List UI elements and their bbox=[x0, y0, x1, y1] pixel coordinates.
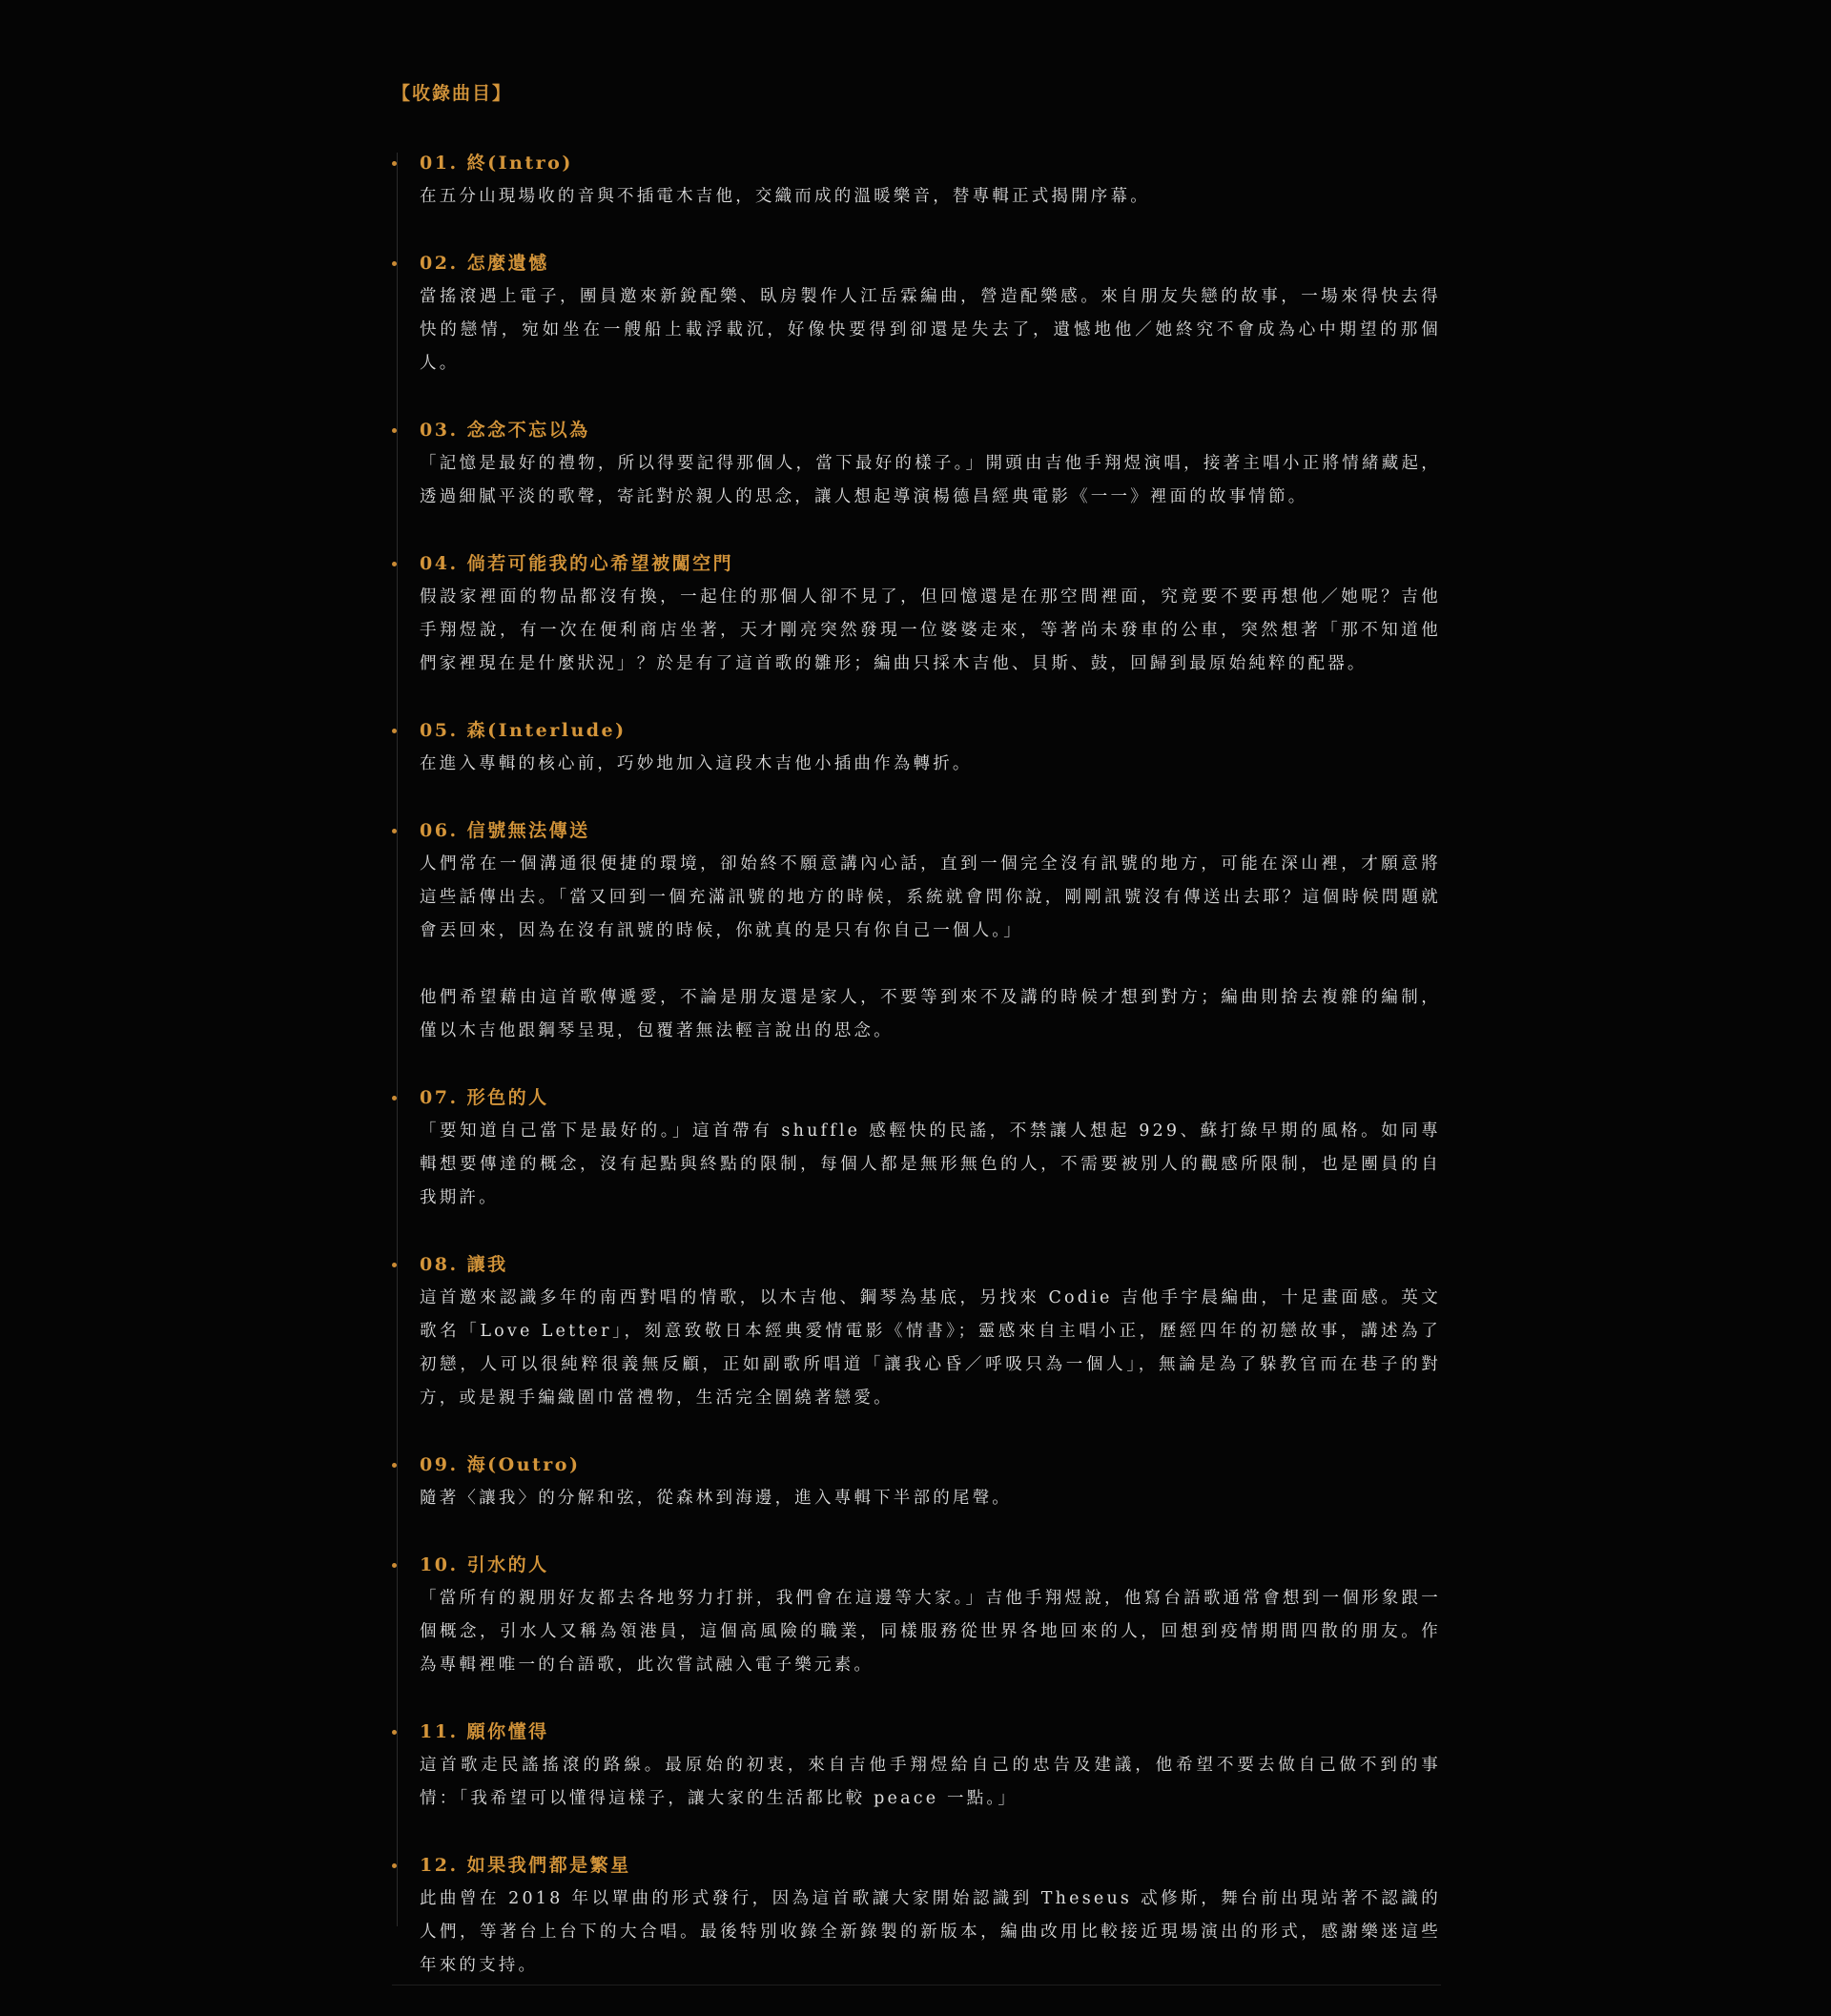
track-item bbox=[420, 1849, 1441, 1983]
track-title: 02. 怎麼遺憾 bbox=[420, 253, 549, 274]
track-title: 03. 念念不忘以為 bbox=[420, 420, 590, 441]
track-title: 08. 讓我 bbox=[420, 1254, 508, 1275]
bullet-dot-icon bbox=[392, 161, 397, 166]
bullet-dot-icon bbox=[392, 1730, 397, 1735]
track-description: 隨著〈讓我〉的分解和弦，從森林到海邊，進入專輯下半部的尾聲。 bbox=[420, 1489, 1012, 1508]
track-description: 這首邀來認識多年的南西對唱的情歌，以木吉他、鋼琴為基底，另找來 Codie 吉他手宇晨編曲，十足畫面感。英文歌名「Love Letter」，刻意致敬日本經典愛情電影《情書》；靈感來自主唱小正，歷經四年的初戀故事，講述為了初戀，人可以很純粹很義無反顧，正如副歌所唱道「讓我心昏／呼吸只為一個人」，無論是為了躲教官而在巷子的對方，或是親手編織圍巾當禮物，生活完全圍繞著戀愛。 bbox=[420, 1288, 1441, 1408]
bullet-dot-icon bbox=[392, 729, 397, 733]
track-item bbox=[420, 1549, 1441, 1682]
track-title: 05. 森(Interlude) bbox=[420, 720, 627, 741]
track-description: 在進入專輯的核心前，巧妙地加入這段木吉他小插曲作為轉折。 bbox=[420, 754, 973, 773]
track-item bbox=[420, 547, 1441, 681]
bullet-dot-icon bbox=[392, 1263, 397, 1267]
track-description: 人們常在一個溝通很便捷的環境，卻始終不願意講內心話，直到一個完全沒有訊號的地方，可能在深山裡，才願意將這些話傳出去。「當又回到一個充滿訊號的地方的時候，系統就會問你說，剛剛訊號沒有傳送出去耶？這個時候問題就會丟回來，因為在沒有訊號的時候，你就真的是只有你自己一個人。」 bbox=[420, 854, 1441, 940]
track-item bbox=[420, 1248, 1441, 1415]
track-title: 09. 海(Outro) bbox=[420, 1454, 581, 1475]
track-item bbox=[420, 714, 1441, 781]
track-item bbox=[420, 247, 1441, 381]
bullet-dot-icon bbox=[392, 829, 397, 833]
track-item bbox=[420, 147, 1441, 214]
track-list-section bbox=[392, 80, 1441, 2016]
track-description: 假設家裡面的物品都沒有換，一起住的那個人卻不見了，但回憶還是在那空間裡面，究竟要不要再想他／她呢？吉他手翔煜說，有一次在便利商店坐著，天才剛亮突然發現一位婆婆走來，等著尚未發車的公車，突然想著「那不知道他們家裡現在是什麼狀況」？於是有了這首歌的雛形；編曲只採木吉他、貝斯、鼓，回歸到最原始純粹的配器。 bbox=[420, 587, 1441, 673]
track-title: 01. 終(Intro) bbox=[420, 153, 573, 174]
bullet-dot-icon bbox=[392, 261, 397, 266]
bullet-dot-icon bbox=[392, 1863, 397, 1868]
bullet-dot-icon bbox=[392, 1096, 397, 1101]
track-title: 06. 信號無法傳送 bbox=[420, 820, 590, 841]
track-title: 12. 如果我們都是繁星 bbox=[420, 1855, 631, 1876]
track-item bbox=[420, 1081, 1441, 1215]
section-title: 【收錄曲目】 bbox=[392, 83, 513, 104]
track-description: 在五分山現場收的音與不插電木吉他，交織而成的溫暖樂音，替專輯正式揭開序幕。 bbox=[420, 187, 1150, 206]
track-description: 「記憶是最好的禮物，所以得要記得那個人，當下最好的樣子。」開頭由吉他手翔煜演唱，接著主唱小正將情緒藏起，透過細膩平淡的歌聲，寄託對於親人的思念，讓人想起導演楊德昌經典電影《一一》裡面的故事情節。 bbox=[420, 454, 1441, 506]
track-item bbox=[420, 814, 1441, 1048]
track-title: 07. 形色的人 bbox=[420, 1087, 549, 1108]
bullet-dot-icon bbox=[392, 1563, 397, 1568]
track-description: 他們希望藉由這首歌傳遞愛，不論是朋友還是家人，不要等到來不及講的時候才想到對方；編曲則捨去複雜的編制，僅以木吉他跟鋼琴呈現，包覆著無法輕言說出的思念。 bbox=[420, 988, 1441, 1040]
track-item bbox=[420, 1449, 1441, 1515]
bullet-dot-icon bbox=[392, 428, 397, 433]
track-title: 04. 倘若可能我的心希望被闖空門 bbox=[420, 553, 734, 574]
track-title: 11. 願你懂得 bbox=[420, 1721, 549, 1742]
bullet-dot-icon bbox=[392, 1463, 397, 1468]
track-item bbox=[420, 414, 1441, 514]
track-description: 這首歌走民謠搖滾的路線。最原始的初衷，來自吉他手翔煜給自己的忠告及建議，他希望不要去做自己做不到的事情：「我希望可以懂得這樣子，讓大家的生活都比較 peace 一點。」 bbox=[420, 1756, 1441, 1808]
bullet-dot-icon bbox=[392, 562, 397, 566]
track-description: 當搖滾遇上電子，團員邀來新銳配樂、臥房製作人江岳霖編曲，營造配樂感。來自朋友失戀的故事，一場來得快去得快的戀情，宛如坐在一艘船上載浮載沉，好像快要得到卻還是失去了，遺憾地他／她終究不會成為心中期望的那個人。 bbox=[420, 287, 1441, 373]
track-list bbox=[392, 147, 1441, 1983]
track-description: 「當所有的親朋好友都去各地努力打拼，我們會在這邊等大家。」吉他手翔煜說，他寫台語歌通常會想到一個形象跟一個概念，引水人又稱為領港員，這個高風險的職業，同樣服務從世界各地回來的人，回想到疫情期間四散的朋友。作為專輯裡唯一的台語歌，此次嘗試融入電子樂元素。 bbox=[420, 1589, 1441, 1675]
track-item bbox=[420, 1716, 1441, 1816]
track-description: 「要知道自己當下是最好的。」這首帶有 shuffle 感輕快的民謠，不禁讓人想起 929、蘇打綠早期的風格。如同專輯想要傳達的概念，沒有起點與終點的限制，每個人都是無形無色的人，不需要被別人的觀感所限制，也是團員的自我期許。 bbox=[420, 1121, 1441, 1207]
track-description: 此曲曾在 2018 年以單曲的形式發行，因為這首歌讓大家開始認識到 Theseus 忒修斯，舞台前出現站著不認識的人們，等著台上台下的大合唱。最後特別收錄全新錄製的新版本，編曲改用比較接近現場演出的形式，感謝樂迷這些年來的支持。 bbox=[420, 1889, 1441, 1975]
track-title: 10. 引水的人 bbox=[420, 1554, 549, 1575]
